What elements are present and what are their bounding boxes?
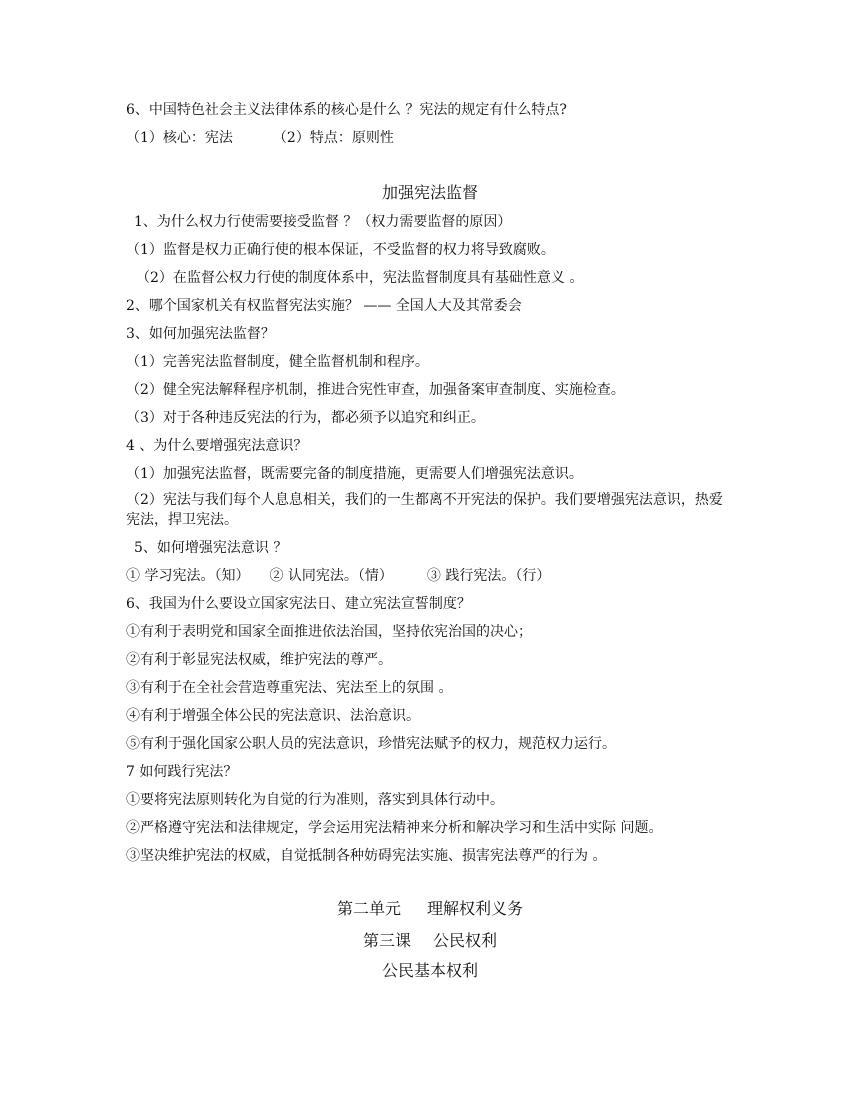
question-4: 4 、为什么要增强宪法意识？ [126,438,308,454]
answer-5-accept: ② 认同宪法。（情） [269,568,393,584]
question-3: 3、如何加强宪法监督？ [126,326,275,342]
question-6-top: 6、中国特色社会主义法律体系的核心是什么 ？宪法的规定有什么特点? [126,102,567,118]
question-5: 5、如何增强宪法意识 ？ [134,540,288,556]
unit-heading [0,898,860,920]
unit-name: 理解权利义务 [427,899,524,918]
unit-number: 第二单元 [336,899,401,918]
answer-7-1: ①要将宪法原则转化为自觉的行为准则，落实到具体行动中。 [126,792,504,808]
section-title-basic-rights: 公民基本权利 [381,961,478,980]
section-title-strengthen-supervision: 加强宪法监督 [381,183,478,202]
answer-6-4: ④有利于增强全体公民的宪法意识、法治意识。 [126,708,420,724]
answer-4-1: （1）加强宪法监督，既需要完备的制度措施，更需要人们增强宪法意识。 [126,466,583,482]
answer-5-learn: ① 学习宪法。（知） [126,568,250,584]
answer-7-2: ②严格遵守宪法和法律规定，学会运用宪法精神来分析和解决学习和生活中实际 问题。 [126,820,663,836]
answer-5-line [126,566,550,586]
answer-6-3: ③有利于在全社会营造尊重宪法、宪法至上的氛围 。 [126,680,453,696]
answer-1-2: （2）在监督公权力行使的制度体系中，宪法监督制度具有基础性意义 。 [136,270,584,286]
question-7: 7 如何践行宪法？ [126,764,238,780]
question-2: 2、哪个国家机关有权监督宪法实施？ —— 全国人大及其常委会 [126,298,522,314]
answer-4-2: （2）宪法与我们每个人息息相关，我们的一生都离不开宪法的保护。我们要增强宪法意识，热爱宪法，捍卫宪法。 [126,492,723,528]
answer-6-feature: （2）特点：原则性 [272,130,394,146]
answer-6-1: ①有利于表明党和国家全面推进依法治国，坚持依宪治国的决心； [126,624,532,640]
answer-7-3: ③坚决维护宪法的权威，自觉抵制各种妨碍宪法实施、损害宪法尊严的行为 。 [126,848,607,864]
answer-5-practice: ③ 践行宪法。（行） [426,568,551,584]
answer-3-2: （2）健全宪法解释程序机制，推进合宪性审查，加强备案审查制度、实施检查。 [126,382,625,398]
lesson-name: 公民权利 [433,931,498,950]
lesson-number: 第三课 [362,931,411,950]
answer-3-3: （3）对于各种违反宪法的行为，都必须予以追究和纠正。 [126,410,485,426]
answer-3-1: （1）完善宪法监督制度，健全监督机制和程序。 [126,354,429,370]
question-6: 6、我国为什么要设立国家宪法日、建立宪法宣誓制度？ [126,596,471,612]
answer-1-1: （1）监督是权力正确行使的根本保证，不受监督的权力将导致腐败。 [126,242,555,258]
answer-6-5: ⑤有利于强化国家公职人员的宪法意识，珍惜宪法赋予的权力，规范权力运行。 [126,736,616,752]
lesson-heading [0,930,860,952]
answer-6-line [126,128,394,148]
answer-6-2: ②有利于彰显宪法权威，维护宪法的尊严。 [126,652,392,668]
answer-6-core: （1）核心：宪法 [126,130,233,146]
question-1: 1、为什么权力行使需要接受监督 ？（权力需要监督的原因） [134,214,512,230]
